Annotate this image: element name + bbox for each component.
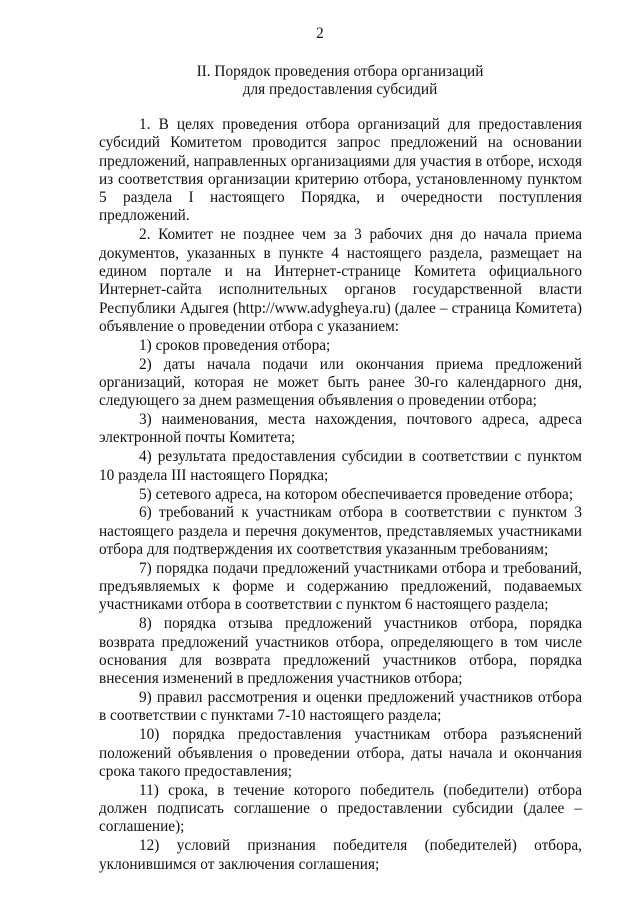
list-item: 6) требований к участникам отбора в соответствии с пунктом 3 настоящего раздела и перечня документов, представляемых участниками отбора для подтверждения их соответствия указанным требованиям;	[99, 504, 582, 558]
list-item: 12) условий признания победителя (победителей) отбора, уклонившимся от заключения соглашения;	[99, 837, 582, 873]
paragraph: 1. В целях проведения отбора организаций для предоставления субсидий Комитетом проводится запрос предложений на основании предложений, направленных организациями для участия в отборе, исходя из соответствия организации критерию отбора, установленному пунктом 5 раздела I настоящего Порядка, и очередности поступления предложений.	[99, 116, 582, 225]
section-heading	[0, 63, 640, 100]
list-item: 2) даты начала подачи или окончания приема предложений организаций, которая не может быть ранее 30-го календарного дня, следующего за днем размещения объявления о проведении отбора;	[99, 355, 582, 410]
section-heading-line-1: II. Порядок проведения отбора организаций	[196, 63, 484, 80]
document-body	[99, 116, 582, 874]
page-number: 2	[316, 25, 324, 42]
list-item: 9) правил рассмотрения и оценки предложений участников отбора в соответствии с пунктами 7-10 настоящего раздела;	[99, 689, 582, 725]
section-heading-line-2: для предоставления субсидий	[242, 81, 438, 99]
list-item: 4) результата предоставления субсидии в соответствии с пунктом 10 раздела III настоящего Порядка;	[99, 448, 582, 484]
list-item: 1) сроков проведения отбора;	[139, 336, 331, 354]
list-item: 3) наименования, места нахождения, почтового адреса, адреса электронной почты Комитета;	[99, 411, 582, 447]
list-item: 10) порядка предоставления участникам отбора разъяснений положений объявления о проведении отбора, даты начала и окончания срока такого предоставления;	[99, 726, 582, 780]
paragraph: 2. Комитет не позднее чем за 3 рабочих дня до начала приема документов, указанных в пункте 4 настоящего раздела, размещает на едином портале и на Интернет-странице Комитета официального Интернет-сайта исполнительных органов государственной власти Республики Адыгея (http://www.adygheya.ru) (далее – страница Комитета) объявление о проведении отбора с указанием:	[99, 226, 582, 335]
list-item: 5) сетевого адреса, на котором обеспечивается проведение отбора;	[139, 485, 574, 503]
list-item: 8) порядка отзыва предложений участников отбора, порядка возврата предложений участников отбора, определяющего в том числе основания для возврата предложений участников отбора, порядка внесения изменений в предложения участников отбора;	[99, 615, 582, 688]
list-item: 11) срока, в течение которого победитель (победители) отбора должен подписать соглашение о предоставлении субсидии (далее – соглашение);	[99, 781, 582, 836]
list-item: 7) порядка подачи предложений участниками отбора и требований, предъявляемых к форме и содержанию предложений, подаваемых участниками отбора в соответствии с пунктом 6 настоящего раздела;	[99, 559, 582, 614]
